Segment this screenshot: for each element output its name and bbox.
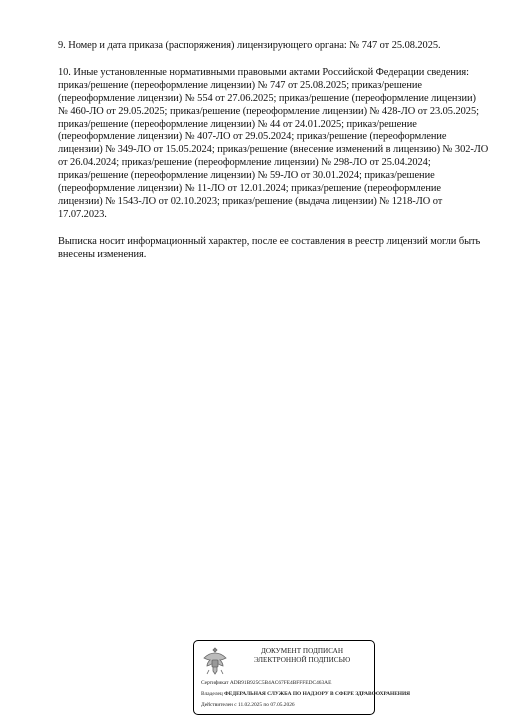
stamp-title bbox=[234, 647, 370, 665]
item-9-order-number: 9. Номер и дата приказа (распоряжения) лицензирующего органа: № 747 от 25.08.2025. bbox=[58, 40, 441, 51]
electronic-signature-stamp bbox=[193, 640, 411, 715]
owner-value: ФЕДЕРАЛЬНАЯ СЛУЖБА ПО НАДЗОРУ В СФЕРЕ ЗДРАВООХРАНЕНИЯ bbox=[224, 691, 411, 697]
stamp-title-line-1: ДОКУМЕНТ ПОДПИСАН bbox=[260, 647, 344, 655]
document-page bbox=[58, 40, 518, 276]
coat-of-arms-icon bbox=[201, 645, 229, 677]
owner-row bbox=[201, 691, 411, 698]
owner-label: Владелец bbox=[201, 691, 223, 697]
validity-row: Действителен с 11.02.2025 по 07.05.2026 bbox=[201, 702, 295, 708]
informational-note: Выписка носит информационный характер, после ее составления в реестр лицензий могли быть внесены изменения. bbox=[58, 235, 481, 260]
item-10-other-info: 10. Иные установленные нормативными правовыми актами Российской Федерации сведения: приказ/решение (переоформление лицензии) № 747 от 25.08.2025; приказ/решение (переоформление лицензии) № 554 от 27.06.2025; приказ/решение (переоформление лицензии) № 460-ЛО от 29.05.2025; приказ/решение (переоформление лицензии) № 428-ЛО от 23.05.2025; приказ/решение (переоформление лицензии) № 44 от 24.01.2025; приказ/решение (переоформление лицензии) № 407-ЛО от 29.05.2024; приказ/решение (переоформление лицензии) № 349-ЛО от 15.05.2024; приказ/решение (внесение изменений в лицензию) № 302-ЛО от 26.04.2024; приказ/решение (переоформление лицензии) № 298-ЛО от 25.04.2024; приказ/решение (переоформление лицензии) № 59-ЛО от 30.01.2024; приказ/решение (переоформление лицензии) № 11-ЛО от 12.01.2024; приказ/решение (переоформление лицензии) № 1543-ЛО от 02.10.2023; приказ/решение (выдача лицензии) № 1218-ЛО от 17.07.2023. bbox=[58, 66, 489, 220]
stamp-title-line-2: ЭЛЕКТРОННОЙ ПОДПИСЬЮ bbox=[253, 656, 351, 664]
certificate-label: Сертификат bbox=[201, 680, 229, 686]
certificate-row bbox=[201, 680, 381, 687]
certificate-value: ADB91B925C5B4AC67FE4BFFFEDC463AE bbox=[229, 680, 332, 686]
